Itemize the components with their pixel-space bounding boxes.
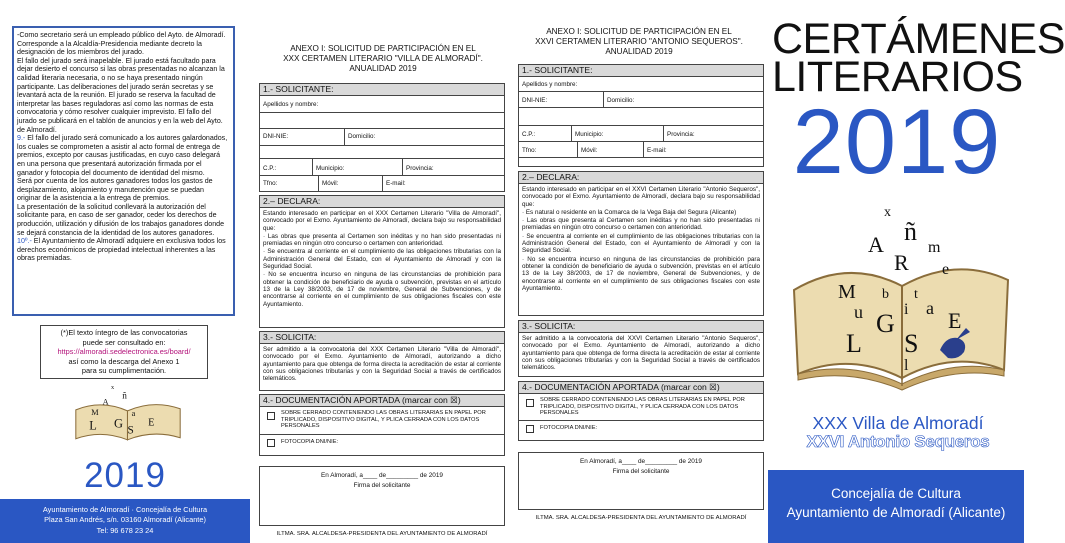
note-line: puede ser consultado en: — [82, 337, 166, 347]
form2-field-municipio[interactable]: Municipio: — [575, 131, 604, 138]
svg-text:ñ: ñ — [122, 391, 127, 402]
rule-number: 10º.- — [17, 237, 32, 246]
form1 — [259, 83, 505, 538]
board-link[interactable]: https://almoradi.sedelectronica.es/board/ — [57, 347, 191, 357]
svg-text:G: G — [114, 416, 124, 431]
organizer-box — [768, 470, 1024, 543]
form1-documents — [259, 407, 505, 456]
form2-field-dni[interactable]: DNI-NIE: — [522, 97, 548, 104]
book-letter: R — [894, 250, 909, 275]
organizer-line: Concejalía de Cultura — [831, 486, 961, 501]
form2-field-email[interactable]: E-mail: — [647, 147, 667, 154]
form1-doc1-label: SOBRE CERRADO CONTENIENDO LAS OBRAS LITERARIAS EN PAPEL POR TRIPLICADO, DISPOSITIVO DIGITAL, Y PLICA CERRADA CON LOS DATOS PERSONALES — [281, 410, 486, 430]
form1-title-line: ANEXO I: SOLICITUD DE PARTICIPACIÓN EN EL — [290, 44, 476, 53]
contact-box — [0, 499, 250, 543]
form1-solicita-paragraph: Ser admitido a la convocatoria del XXX Certamen Literario "Villa de Almoradí", convocado por el Exmo. Ayuntamiento de Almoradí, autorizando a dicho ayuntamiento para que obtenga de forma directa la acreditación de estar al corriente con sus obligaciones tributarias y con la Seguridad Social a través de certificados telemáticos. — [263, 346, 501, 383]
rules-paragraph: La presentación de la solicitud conllevará la autorización del solicitante para, en caso de ser ganador, ceder los derechos de producción, utilización y difusión de los trabajos ganadores donde se dejará constancia de la identidad de los autores ganadores. — [17, 202, 225, 237]
cover-title — [772, 15, 1065, 101]
edition-antonio-sequeros: XXVI Antonio Sequeros — [806, 432, 990, 451]
form2-declara-item: · Se encuentra al corriente en el cumplimiento de las obligaciones tributarias con la Administración General del Estado, con el Ayuntamiento de Almoradí y con la Seguridad Social. — [522, 232, 760, 255]
svg-text:L: L — [89, 418, 97, 433]
form1-doc-row — [260, 434, 504, 450]
book-letter: x — [884, 205, 891, 220]
rules-text-box — [12, 26, 235, 316]
book-letter: b — [882, 287, 889, 302]
form1-field-movil[interactable]: Móvil: — [322, 180, 339, 187]
form1-title-line: XXX CERTAMEN LITERARIO "VILLA DE ALMORADÍ". — [283, 53, 483, 63]
rules-paragraph: -Como secretario será un empleado público del Ayto. de Almoradí. — [17, 31, 226, 39]
form2-doc2-checkbox[interactable] — [526, 425, 534, 433]
form1-title — [258, 44, 508, 73]
form2-place-date: En Almoradí, a____ de_________ de 2019 — [580, 458, 702, 465]
form1-declara-text — [259, 208, 505, 328]
form1-field-email[interactable]: E-mail: — [386, 180, 406, 187]
form1-applicant-fields — [259, 96, 505, 192]
form2 — [518, 64, 764, 522]
cover-title-line: LITERARIOS — [772, 53, 1023, 101]
book-letter: ñ — [904, 217, 917, 246]
book-letter: M — [838, 281, 856, 303]
rules-paragraph: Corresponde a la Alcaldía-Presidencia mediante decreto la designación de los miembros del jurado. — [17, 39, 202, 57]
form2-signature-box — [518, 452, 764, 510]
form1-field-apellidos[interactable]: Apellidos y nombre: — [263, 101, 319, 108]
form2-section-solicita: 3.- SOLICITA: — [518, 320, 764, 333]
year-small: 2019 — [84, 456, 166, 495]
book-letter: t — [914, 287, 918, 302]
form1-doc2-checkbox[interactable] — [267, 439, 275, 447]
form1-title-line: ANUALIDAD 2019 — [349, 63, 417, 73]
form1-solicita-text — [259, 344, 505, 391]
form1-field-dni[interactable]: DNI-NIE: — [263, 133, 289, 140]
form1-field-provincia[interactable]: Provincia: — [406, 165, 434, 172]
form2-solicita-paragraph: Ser admitido a la convocatoria del XXVI Certamen Literario "Antonio Sequeros", convocado por el Exmo. Ayuntamiento de Almoradí, autorizando a dicho ayuntamiento para que obtenga de forma directa la acreditación de estar al corriente con sus obligaciones tributarias y con la Seguridad Social a través de certificados telemáticos. — [522, 335, 760, 372]
form2-doc1-label: SOBRE CERRADO CONTENIENDO LAS OBRAS LITERARIAS EN PAPEL POR TRIPLICADO, DISPOSITIVO DIGITAL, Y PLICA CERRADA CON LOS DATOS PERSONALES — [540, 397, 745, 417]
form2-declara-item: · Las obras que presenta al Certamen son inéditas y no han sido presentadas ni premiadas en ningún otro concurso o certamen con anterioridad. — [522, 217, 760, 232]
form1-signature-box — [259, 466, 505, 526]
form2-field-provincia[interactable]: Provincia: — [667, 131, 695, 138]
open-book-logo — [790, 200, 1012, 398]
form1-doc-row — [260, 407, 504, 434]
book-letter: A — [868, 232, 884, 257]
contact-line: Ayuntamiento de Almoradí · Concejalía de Cultura — [42, 505, 208, 514]
form2-section-documentacion: 4.- DOCUMENTACIÓN APORTADA (marcar con ☒) — [518, 381, 764, 394]
form2-field-cp[interactable]: C.P.: — [522, 131, 536, 138]
form2-doc1-checkbox[interactable] — [526, 399, 534, 407]
form2-documents — [518, 394, 764, 441]
svg-text:A: A — [102, 397, 109, 407]
form2-declara-item: · No se encuentra incurso en ninguna de las circunstancias de prohibición para obtener la condición de beneficiario de ayuda o subvención, previstas en el artículo 13 de la Ley 38/2003, de 17 de noviembre, General de Subvenciones, y de encontrarse al corriente en el cumplimiento de sus obligaciones fiscales con este Ayuntamiento. — [522, 255, 760, 292]
book-letter: G — [876, 309, 895, 338]
form1-field-cp[interactable]: C.P.: — [263, 165, 277, 172]
form2-declara-intro: Estando interesado en participar en el XXVI Certamen Literario "Antonio Sequeros", convocado por el Exmo. Ayuntamiento de Almoradí, declara bajo su responsabilidad que: — [522, 186, 760, 208]
cover-title-line: CERTÁMENES — [772, 15, 1065, 63]
form1-doc2-label: FOTOCOPIA DNI/NIE: — [281, 439, 339, 445]
edition-villa-almoradi: XXX Villa de Almoradí — [812, 413, 984, 433]
book-letter: u — [854, 302, 863, 322]
form2-declara-text — [518, 184, 764, 316]
book-letter: e — [942, 261, 950, 278]
note-line: (*)El texto íntegro de las convocatorias — [60, 328, 188, 337]
form2-signature-label: Firma del solicitante — [612, 468, 670, 475]
form2-doc2-label: FOTOCOPIA DNI/NIE: — [540, 425, 598, 431]
form2-field-apellidos[interactable]: Apellidos y nombre: — [522, 81, 578, 88]
form1-field-domicilio[interactable]: Domicilio: — [348, 133, 376, 140]
form2-title — [514, 27, 764, 56]
form2-field-domicilio[interactable]: Domicilio: — [607, 97, 635, 104]
rule-number: 9.- — [17, 134, 26, 143]
book-letter: S — [904, 329, 919, 358]
form2-solicita-text — [518, 333, 764, 377]
form2-applicant-fields — [518, 77, 764, 167]
form1-doc1-checkbox[interactable] — [267, 412, 275, 420]
book-letter: a — [926, 298, 934, 318]
open-book-logo-small — [68, 384, 188, 446]
form1-place-date: En Almoradí, a____ de_________ de 2019 — [321, 472, 443, 479]
note-line: para su cumplimentación. — [81, 366, 167, 376]
svg-text:a: a — [131, 409, 136, 419]
form1-signature-label: Firma del solicitante — [353, 482, 411, 489]
form1-declara-item: · No se encuentra incurso en ninguna de las circunstancias de prohibición para obtener la condición de beneficiario de ayuda o subvención, previstas en el artículo 13 de la Ley 38/2003, de 17 de noviembre, General de Subvenciones, y de encontrarse al corriente en el cumplimiento de sus obligaciones fiscales con este Ayuntamiento. — [263, 271, 501, 308]
book-letter: L — [846, 329, 862, 358]
form2-title-line: XXVI CERTAMEN LITERARIO "ANTONIO SEQUEROS". — [535, 36, 743, 46]
form2-section-solicitante: 1.- SOLICITANTE: — [518, 64, 764, 77]
svg-text:S: S — [127, 424, 134, 437]
form2-title-line: ANUALIDAD 2019 — [605, 46, 673, 56]
svg-text:M: M — [91, 408, 99, 417]
form1-declara-item: · Las obras que presenta al Certamen son inéditas y no han sido presentadas ni premiadas en ningún otro concurso o certamen con anterioridad. — [263, 232, 501, 248]
form2-section-declara: 2.– DECLARA: — [518, 171, 764, 184]
rules-paragraph: Será por cuenta de los autores ganadores todos los gastos de desplazamiento, alojamiento y manutención que se puedan originar de la asistencia a la entrega de premios. — [17, 177, 213, 203]
form2-title-line: ANEXO I: SOLICITUD DE PARTICIPACIÓN EN EL — [546, 27, 732, 36]
form2-addressee: ILTMA. SRA. ALCALDESA-PRESIDENTA DEL AYUNTAMIENTO DE ALMORADÍ — [535, 515, 747, 521]
cover-year: 2019 — [792, 91, 1002, 193]
organizer-line: Ayuntamiento de Almoradí (Alicante) — [786, 505, 1006, 520]
book-letter: E — [948, 308, 962, 333]
form2-field-tfno[interactable]: Tfno: — [522, 147, 537, 154]
form1-section-declara: 2.– DECLARA: — [259, 195, 505, 208]
note-box — [40, 325, 208, 379]
rules-paragraph: 9.- El fallo del jurado será comunicado a los autores galardonados, los cuales se comprometen a asistir al acto formal de entrega de premios, excepto por causas justificadas, en cuyo caso delegará en una persona que presentará autorización firmada por el ganador y fotocopia del documento de identidad del mismo. — [17, 134, 228, 177]
form1-section-documentacion: 4.- DOCUMENTACIÓN APORTADA (marcar con ☒) — [259, 394, 505, 407]
form1-section-solicita: 3.- SOLICITA: — [259, 331, 505, 344]
book-letter: i — [904, 301, 909, 318]
form1-field-tfno[interactable]: Tfno: — [263, 180, 278, 187]
form1-field-municipio[interactable]: Municipio: — [316, 165, 345, 172]
form2-doc-row — [519, 420, 763, 436]
svg-text:x: x — [110, 384, 115, 392]
note-line: así como la descarga del Anexo 1 — [68, 356, 180, 366]
form1-declara-intro: Estando interesado en participar en el XXX Certamen Literario "Villa de Almoradí", convocado por el Exmo. Ayuntamiento de Almoradí, declara bajo su responsabilidad que: — [263, 210, 501, 232]
book-letter: m — [928, 239, 941, 256]
form1-addressee: ILTMA. SRA. ALCALDESA-PRESIDENTA DEL AYUNTAMIENTO DE ALMORADÍ — [276, 531, 488, 537]
form1-section-solicitante: 1.- SOLICITANTE: — [259, 83, 505, 96]
form2-field-movil[interactable]: Móvil: — [581, 147, 598, 154]
svg-text:E: E — [148, 417, 155, 429]
book-letter: l — [904, 357, 909, 374]
form1-declara-item: · Se encuentra al corriente en el cumplimiento de las obligaciones tributarias con la Administración General del Estado, con el Ayuntamiento de Almoradí y con la Seguridad Social. — [263, 248, 501, 271]
form2-declara-item: · Es natural o residente en la Comarca de la Vega Baja del Segura (Alicante) — [522, 208, 737, 216]
form2-doc-row — [519, 394, 763, 420]
rules-paragraph: El fallo del jurado será inapelable. El jurado está facultado para dejar desierto el concurso si las obras presentadas no alcanzan la calidad literaria necesaria, o no se haya presentado ningún participante. Las deliberaciones del jurado serán secretas y se levantará acta de la reunión. El jurado se reserva la facultad de interpretar las bases reguladoras así como las normas de esta convocatoria y cómo resolver cualquier imprevisto. El fallo del jurado se publicará en el tablón de anuncios y en la web del Ayto. de Almoradí. — [17, 56, 225, 134]
contact-phone: Tel: 96 678 23 24 — [96, 525, 154, 535]
contact-line: Plaza San Andrés, s/n. 03160 Almoradí (Alicante) — [44, 515, 206, 525]
rules-paragraph: 10º.- El Ayuntamiento de Almoradí adquiere en exclusiva todos los derechos económicos de propiedad intelectual inherentes a las obras premiadas. — [17, 237, 226, 263]
